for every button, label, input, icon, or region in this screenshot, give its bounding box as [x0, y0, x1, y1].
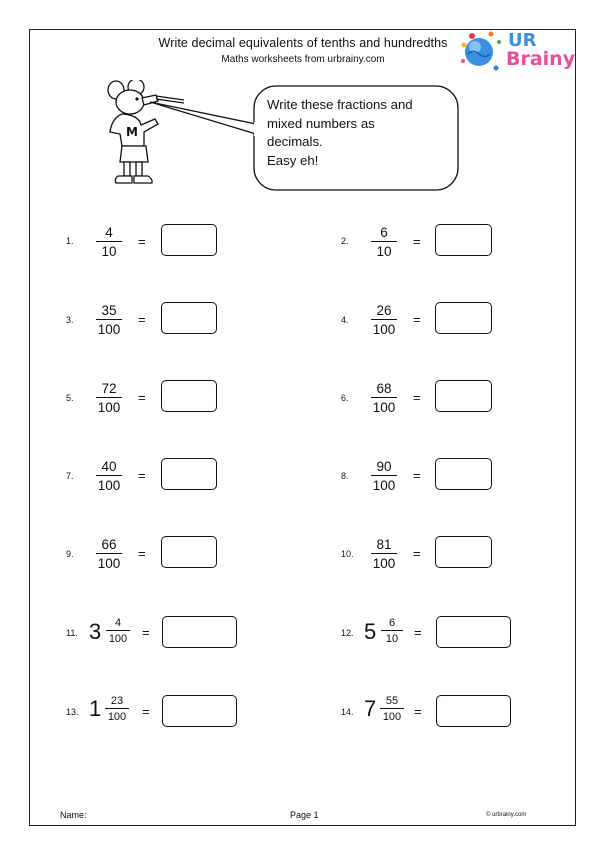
copyright-notice: © urbrainy.com [486, 812, 527, 818]
numerator: 55 [380, 695, 404, 709]
equals-sign: = [413, 546, 421, 561]
answer-box[interactable] [161, 536, 217, 568]
denominator: 100 [372, 478, 396, 493]
fraction [96, 303, 122, 338]
fraction [96, 381, 122, 416]
question-number: 3. [66, 315, 74, 325]
equals-sign: = [138, 312, 146, 327]
whole-number: 3 [89, 619, 102, 644]
mascot-shirt-letter: M [126, 125, 138, 139]
numerator: 6 [371, 225, 397, 242]
answer-box[interactable] [435, 224, 492, 256]
question-number: 12. [341, 628, 354, 638]
denominator: 10 [101, 244, 117, 259]
question-number: 11. [66, 628, 78, 638]
equals-sign: = [142, 704, 150, 719]
equals-sign: = [414, 625, 422, 640]
whole-number: 1 [89, 696, 102, 721]
numerator: 4 [96, 225, 122, 242]
answer-box[interactable] [161, 380, 217, 412]
fraction [381, 617, 403, 646]
fraction [96, 459, 122, 494]
question-number: 4. [341, 315, 349, 325]
question-number: 13. [66, 707, 79, 717]
equals-sign: = [138, 390, 146, 405]
question-number: 6. [341, 393, 349, 403]
question-number: 5. [66, 393, 74, 403]
answer-box[interactable] [162, 616, 237, 648]
equals-sign: = [413, 234, 421, 249]
equals-sign: = [138, 546, 146, 561]
answer-box[interactable] [436, 695, 511, 727]
denominator: 100 [97, 400, 121, 415]
equals-sign: = [413, 312, 421, 327]
fraction [105, 695, 129, 724]
numerator: 68 [371, 381, 397, 398]
denominator: 100 [107, 711, 127, 723]
page-subtitle: Maths worksheets from urbrainy.com [221, 54, 385, 65]
page-title: Write decimal equivalents of tenths and hundredths [158, 36, 448, 50]
speech-bubble-text: Write these fractions and mixed numbers as decimals. Easy eh! [267, 97, 413, 168]
urbrainy-logo [458, 28, 576, 80]
answer-box[interactable] [161, 224, 217, 256]
equals-sign: = [138, 468, 146, 483]
numerator: 6 [381, 617, 403, 631]
denominator: 100 [97, 478, 121, 493]
logo-text-ur: UR [508, 30, 537, 51]
equals-sign: = [413, 468, 421, 483]
numerator: 40 [96, 459, 122, 476]
numerator: 26 [371, 303, 397, 320]
fraction [96, 225, 122, 260]
denominator: 10 [385, 633, 399, 645]
page-number: Page 1 [290, 810, 319, 820]
numerator: 81 [371, 537, 397, 554]
fraction [371, 537, 397, 572]
fraction [106, 617, 130, 646]
denominator: 10 [376, 244, 392, 259]
denominator: 100 [108, 633, 128, 645]
denominator: 100 [372, 400, 396, 415]
numerator: 35 [96, 303, 122, 320]
fraction [371, 225, 397, 260]
fraction [380, 695, 404, 724]
question-number: 10. [341, 549, 354, 559]
answer-box[interactable] [435, 458, 492, 490]
equals-sign: = [138, 234, 146, 249]
question-number: 14. [341, 707, 354, 717]
equals-sign: = [142, 625, 150, 640]
denominator: 100 [372, 556, 396, 571]
answer-box[interactable] [161, 458, 217, 490]
name-label: Name: [60, 810, 87, 820]
fraction [371, 381, 397, 416]
whole-number: 5 [364, 619, 377, 644]
question-number: 2. [341, 236, 349, 246]
question-number: 9. [66, 549, 74, 559]
answer-box[interactable] [435, 536, 492, 568]
numerator: 4 [106, 617, 130, 631]
answer-box[interactable] [435, 302, 492, 334]
question-number: 8. [341, 471, 349, 481]
whole-number: 7 [364, 696, 377, 721]
denominator: 100 [382, 711, 402, 723]
equals-sign: = [413, 390, 421, 405]
answer-box[interactable] [435, 380, 492, 412]
denominator: 100 [97, 322, 121, 337]
question-number: 7. [66, 471, 74, 481]
answer-box[interactable] [436, 616, 511, 648]
fraction [371, 459, 397, 494]
question-number: 1. [66, 236, 74, 246]
equals-sign: = [414, 704, 422, 719]
numerator: 66 [96, 537, 122, 554]
fraction [96, 537, 122, 572]
denominator: 100 [372, 322, 396, 337]
fraction [371, 303, 397, 338]
answer-box[interactable] [161, 302, 217, 334]
numerator: 72 [96, 381, 122, 398]
logo-text-brainy: Brainy [506, 48, 576, 70]
answer-box[interactable] [162, 695, 237, 727]
numerator: 90 [371, 459, 397, 476]
denominator: 100 [97, 556, 121, 571]
numerator: 23 [105, 695, 129, 709]
